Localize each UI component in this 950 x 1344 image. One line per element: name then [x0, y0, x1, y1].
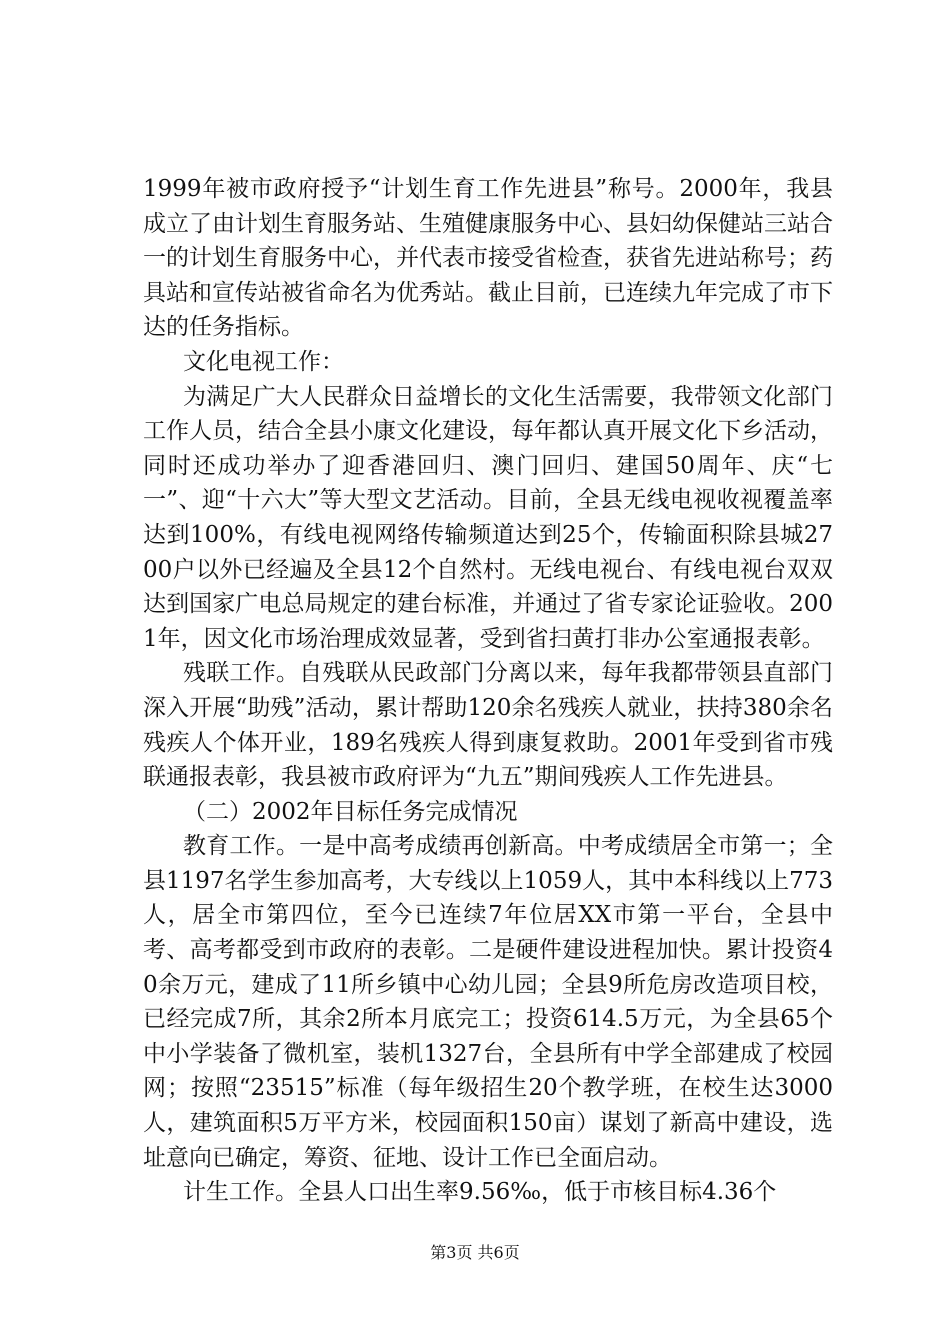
paragraph-disabled-federation: 残联工作。自残联从民政部门分离以来，每年我都带领县直部门深入开展“助残”活动，累计帮助120余名残疾人就业，扶持380余名残疾人个体开业，189名残疾人得到康复救助。2001年受到省市残联通报表彰，我县被市政府评为“九五”期间残疾人工作先进县。 [143, 660, 833, 791]
page-number-footer: 第3页 共6页 [430, 1243, 520, 1262]
section-heading-culture-tv: 文化电视工作： [183, 348, 344, 375]
paragraph-family-planning-2002: 计生工作。全县人口出生率9.56‰，低于市核目标4.36个 [183, 1179, 777, 1206]
document-body [143, 172, 833, 1210]
paragraph-education: 教育工作。一是中高考成绩再创新高。中考成绩居全市第一；全县1197名学生参加高考，大专线以上1059人，其中本科线以上773人，居全市第四位，至今已连续7年位居XX市第一平台，全县中考、高考都受到市政府的表彰。二是硬件建设进程加快。累计投资40余万元，建成了11所乡镇中心幼儿园；全县9所危房改造项目校，已经完成7所，其余2所本月底完工；投资614.5万元，为全县65个中小学装备了微机室，装机1327台，全县所有中学全部建成了校园网；按照“23515”标准（每年级招生20个教学班，在校生达3000人，建筑面积5万平方米，校园面积150亩）谋划了新高中建设，选址意向已确定，筹资、征地、设计工作已全面启动。 [143, 833, 833, 1171]
paragraph-family-planning-continued: 1999年被市政府授予“计划生育工作先进县”称号。2000年，我县成立了由计划生育服务站、生殖健康服务中心、县妇幼保健站三站合一的计划生育服务中心，并代表市接受省检查，获省先进站称号；药具站和宣传站被省命名为优秀站。截止目前，已连续九年完成了市下达的任务指标。 [143, 176, 833, 341]
paragraph-culture-tv: 为满足广大人民群众日益增长的文化生活需要，我带领文化部门工作人员，结合全县小康文化建设，每年都认真开展文化下乡活动，同时还成功举办了迎香港回归、澳门回归、建国50周年、庆“七一”、迎“十六大”等大型文艺活动。目前，全县无线电视收视覆盖率达到100%，有线电视网络传输频道达到25个，传输面积除县城2700户以外已经遍及全县12个自然村。无线电视台、有线电视台双双达到国家广电总局规定的建台标准，并通过了省专家论证验收。2001年，因文化市场治理成效显著，受到省扫黄打非办公室通报表彰。 [143, 383, 833, 652]
section-heading-2002-targets: （二）2002年目标任务完成情况 [183, 798, 518, 825]
